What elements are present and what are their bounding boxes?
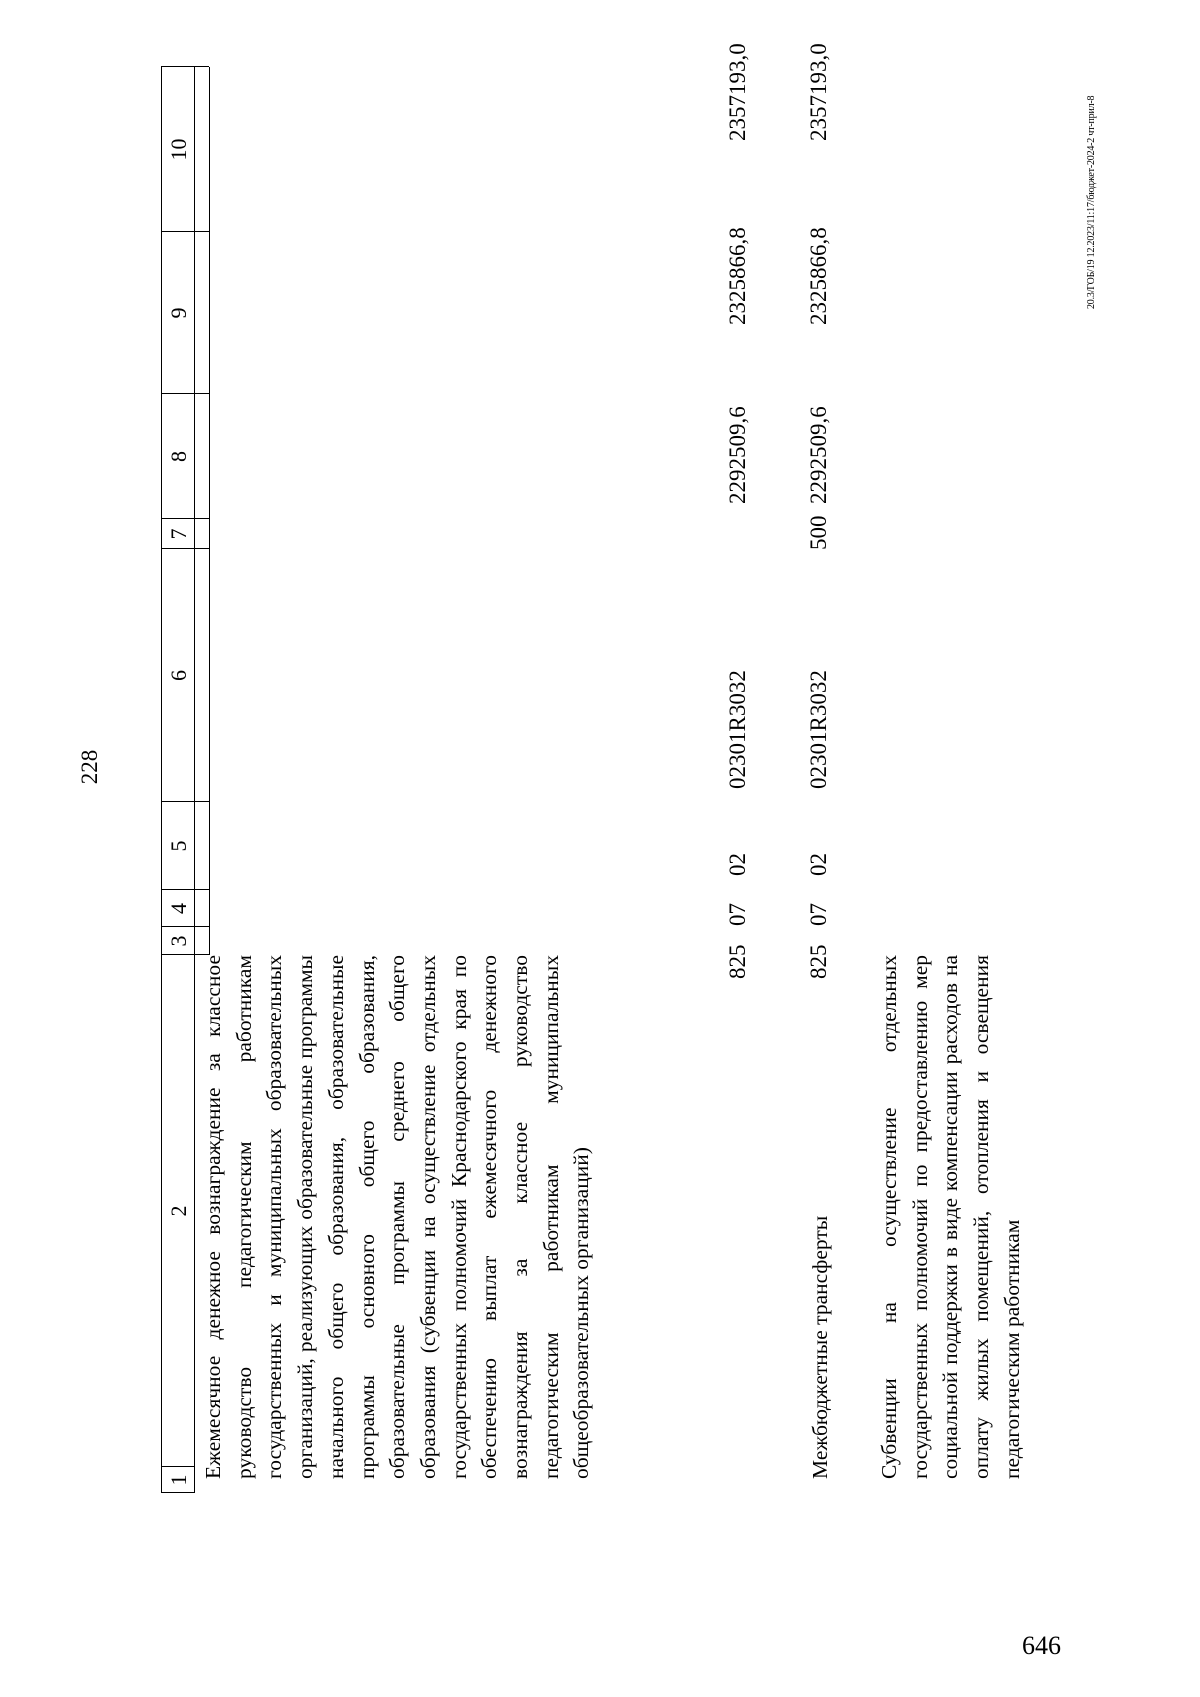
header-col-6: 6 bbox=[166, 670, 191, 681]
cell-code-5: 02 bbox=[806, 853, 831, 876]
row-description: Ежемесячное денежное вознаграждение за классное руководство педагогическим работникам государственных и муниципальных образовательных организаций, реализующих образовательные программы начального общего образования, образовательные программы основного общего образования, образовательные программы среднего общего образования (субвенции на осуществление отдельных государственных полномочий Краснодарского края по обеспечению выплат ежемесячного денежного вознаграждения за классное руководство педагогическим работникам муниципальных общеобразовательных организаций) bbox=[201, 955, 594, 1479]
header-col-7: 7 bbox=[166, 528, 191, 540]
cell-amount-9: 2325866,8 bbox=[806, 227, 831, 325]
corner-page-number: 646 bbox=[1022, 1631, 1061, 1660]
page-number: 228 bbox=[77, 749, 102, 785]
footer-code: 20.3/ГОБ/19 12.2023/11:17/бюджет-2024-2 чт-прил-8 bbox=[1086, 95, 1097, 309]
header-col-5: 5 bbox=[166, 840, 191, 852]
header-col-4: 4 bbox=[166, 903, 191, 914]
cell-code-6: 02301R3032 bbox=[725, 670, 750, 789]
row-description: Субвенции на осуществление отдельных государственных полномочий по предоставлению мер социальной поддержки в виде компенсации расходов на оплату жилых помещений, отопления и освещения педагогическим работникам bbox=[877, 955, 1024, 1479]
cell-code-4: 07 bbox=[725, 903, 750, 926]
row-description: Межбюджетные трансферты bbox=[808, 1215, 832, 1479]
cell-code-3: 825 bbox=[806, 944, 831, 979]
header-col-9: 9 bbox=[166, 307, 191, 319]
cell-amount-10: 2357193,0 bbox=[806, 43, 831, 141]
cell-code-3: 825 bbox=[725, 944, 750, 979]
cell-code-7: 500 bbox=[806, 515, 831, 550]
cell-amount-8: 2292509,6 bbox=[725, 406, 750, 504]
header-col-3: 3 bbox=[166, 935, 191, 947]
header-col-10: 10 bbox=[166, 138, 191, 161]
cell-code-6: 02301R3032 bbox=[806, 670, 831, 789]
header-col-1: 1 bbox=[166, 1474, 191, 1486]
cell-amount-8: 2292509,6 bbox=[806, 406, 831, 504]
cell-amount-10: 2357193,0 bbox=[725, 43, 750, 141]
cell-code-4: 07 bbox=[806, 903, 831, 926]
header-col-2: 2 bbox=[166, 1205, 191, 1217]
cell-amount-9: 2325866,8 bbox=[725, 227, 750, 325]
header-col-8: 8 bbox=[166, 451, 191, 462]
cell-code-5: 02 bbox=[725, 853, 750, 876]
